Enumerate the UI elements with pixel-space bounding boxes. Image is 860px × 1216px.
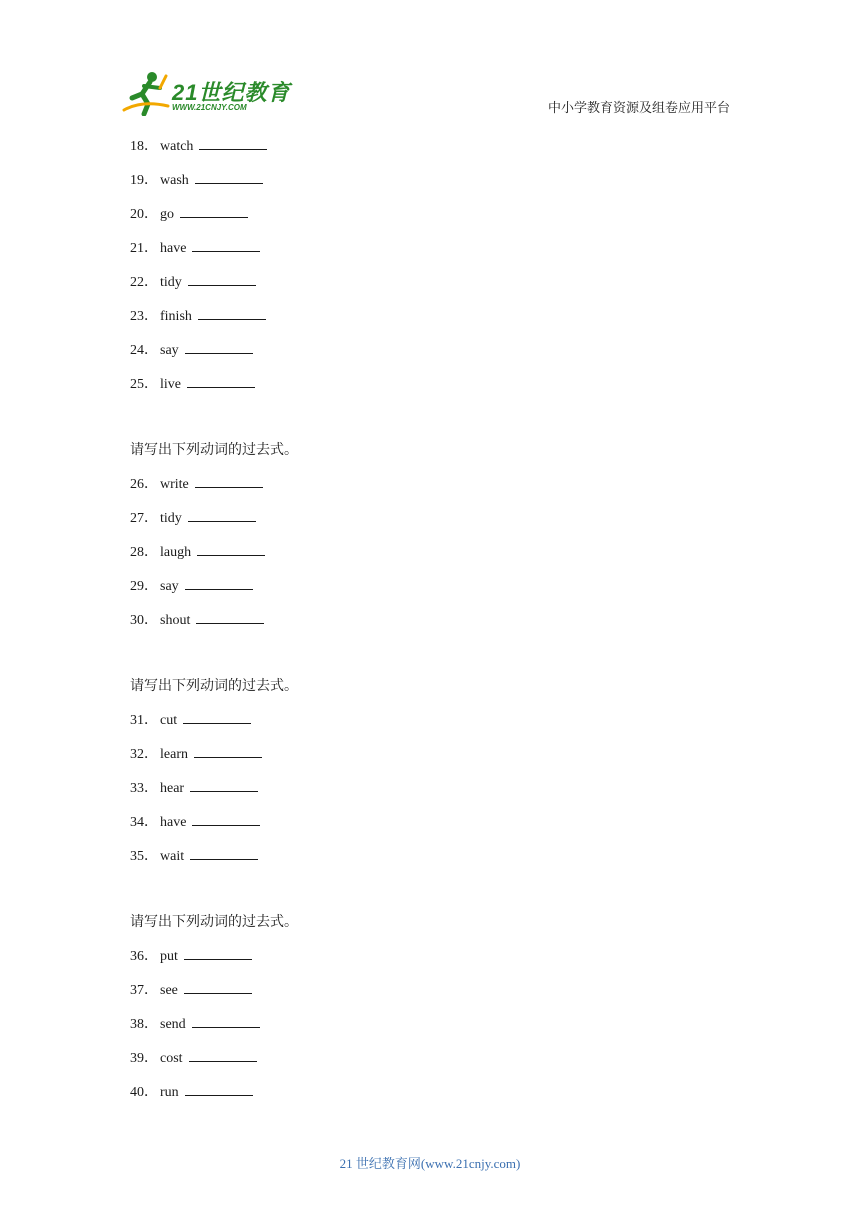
item-word: go (160, 207, 174, 222)
answer-blank[interactable] (185, 1083, 253, 1096)
item-word: put (160, 949, 178, 964)
item-word: write (160, 477, 189, 492)
exercise-item (130, 704, 730, 738)
answer-blank[interactable] (190, 779, 258, 792)
runner-logo-icon (122, 70, 174, 116)
exercise-item (130, 1076, 730, 1110)
answer-blank[interactable] (188, 273, 256, 286)
item-word: tidy (160, 275, 182, 290)
exercise-item (130, 300, 730, 334)
item-number: 28． (130, 545, 158, 560)
exercise-item (130, 468, 730, 502)
item-number: 34． (130, 815, 158, 830)
item-word: have (160, 815, 187, 830)
exercise-item (130, 334, 730, 368)
item-word: see (160, 983, 178, 998)
answer-blank[interactable] (184, 981, 252, 994)
item-number: 30． (130, 613, 158, 628)
item-word: laugh (160, 545, 192, 560)
answer-blank[interactable] (198, 307, 266, 320)
exercise-item (130, 940, 730, 974)
section-instruction: 请写出下列动词的过去式。 (130, 915, 298, 930)
exercise-section (130, 434, 730, 638)
exercise-item (130, 368, 730, 402)
item-number: 40． (130, 1085, 158, 1100)
item-number: 29． (130, 579, 158, 594)
item-word: cut (160, 713, 178, 728)
item-number: 38． (130, 1017, 158, 1032)
item-number: 26． (130, 477, 158, 492)
answer-blank[interactable] (199, 137, 267, 150)
exercise-item (130, 502, 730, 536)
answer-blank[interactable] (183, 711, 251, 724)
exercise-item (130, 840, 730, 874)
exercise-section (130, 130, 730, 402)
platform-name: 中小学教育资源及组卷应用平台 (547, 100, 730, 115)
answer-blank[interactable] (190, 847, 258, 860)
answer-blank[interactable] (192, 1015, 260, 1028)
exercise-item (130, 1042, 730, 1076)
answer-blank[interactable] (184, 947, 252, 960)
item-number: 27． (130, 511, 158, 526)
page-footer[interactable]: 21 世纪教育网(www.21cnjy.com) (339, 1156, 521, 1171)
exercise-list (130, 130, 730, 1110)
exercise-section (130, 906, 730, 1110)
exercise-item (130, 198, 730, 232)
item-number: 22． (130, 275, 158, 290)
logo-text: 21世纪教育 (172, 80, 291, 105)
item-number: 24． (130, 343, 158, 358)
item-number: 18． (130, 139, 158, 154)
item-word: live (160, 377, 181, 392)
item-word: wash (160, 173, 189, 188)
exercise-section (130, 670, 730, 874)
exercise-item (130, 806, 730, 840)
item-word: run (160, 1085, 179, 1100)
item-word: finish (160, 309, 192, 324)
answer-blank[interactable] (195, 475, 263, 488)
item-number: 25． (130, 377, 158, 392)
item-number: 20． (130, 207, 158, 222)
answer-blank[interactable] (185, 577, 253, 590)
item-number: 37． (130, 983, 158, 998)
item-word: say (160, 579, 179, 594)
item-number: 36． (130, 949, 158, 964)
exercise-item (130, 604, 730, 638)
item-word: watch (160, 139, 194, 154)
section-instruction: 请写出下列动词的过去式。 (130, 679, 298, 694)
exercise-item (130, 536, 730, 570)
item-word: cost (160, 1051, 183, 1066)
answer-blank[interactable] (185, 341, 253, 354)
item-number: 23． (130, 309, 158, 324)
answer-blank[interactable] (195, 171, 263, 184)
exercise-item (130, 1008, 730, 1042)
answer-blank[interactable] (194, 745, 262, 758)
exercise-item (130, 738, 730, 772)
answer-blank[interactable] (192, 813, 260, 826)
item-number: 33． (130, 781, 158, 796)
exercise-item (130, 266, 730, 300)
item-word: shout (160, 613, 191, 628)
item-word: learn (160, 747, 188, 762)
section-instruction: 请写出下列动词的过去式。 (130, 443, 298, 458)
logo (122, 70, 292, 116)
answer-blank[interactable] (197, 543, 265, 556)
item-word: hear (160, 781, 185, 796)
exercise-item (130, 164, 730, 198)
item-word: say (160, 343, 179, 358)
exercise-item (130, 974, 730, 1008)
item-number: 19． (130, 173, 158, 188)
item-word: send (160, 1017, 186, 1032)
answer-blank[interactable] (187, 375, 255, 388)
exercise-item (130, 772, 730, 806)
answer-blank[interactable] (180, 205, 248, 218)
answer-blank[interactable] (189, 1049, 257, 1062)
item-word: wait (160, 849, 185, 864)
item-number: 21． (130, 241, 158, 256)
item-number: 39． (130, 1051, 158, 1066)
item-number: 35． (130, 849, 158, 864)
logo-url: WWW.21CNJY.COM (172, 103, 247, 112)
answer-blank[interactable] (192, 239, 260, 252)
item-word: tidy (160, 511, 182, 526)
exercise-item (130, 570, 730, 604)
exercise-item (130, 232, 730, 266)
answer-blank[interactable] (188, 509, 256, 522)
item-word: have (160, 241, 187, 256)
answer-blank[interactable] (196, 611, 264, 624)
page-header (0, 0, 860, 130)
item-number: 32． (130, 747, 158, 762)
exercise-item (130, 130, 730, 164)
item-number: 31． (130, 713, 158, 728)
